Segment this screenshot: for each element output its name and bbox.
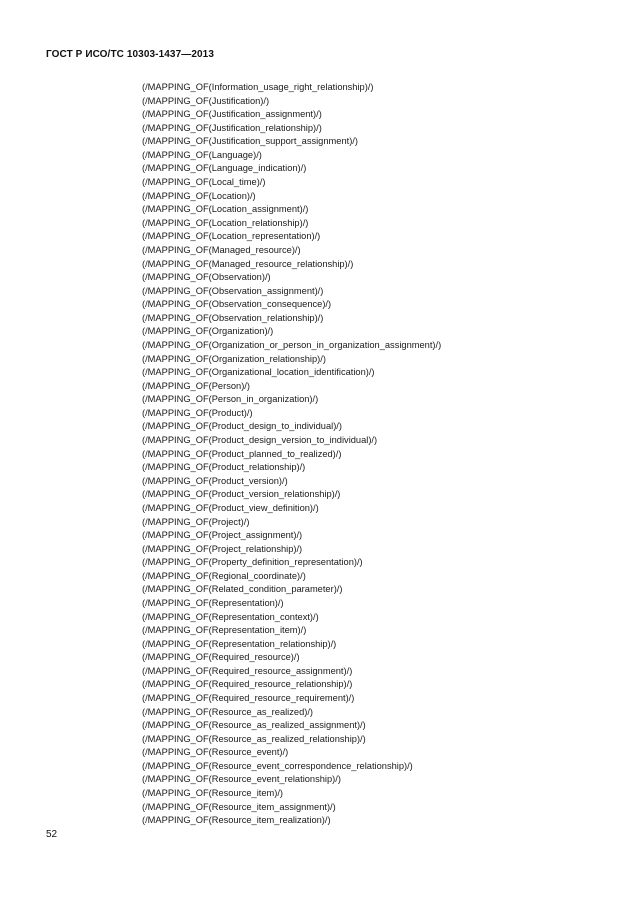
mapping-line: (/MAPPING_OF(Organization_relationship)/) — [142, 353, 326, 364]
mapping-line: (/MAPPING_OF(Product_view_definition)/) — [142, 502, 319, 513]
mapping-line: (/MAPPING_OF(Language_indication)/) — [142, 163, 307, 174]
mapping-line: (/MAPPING_OF(Resource_event_correspondence_relationship)/) — [142, 760, 413, 771]
mapping-line: (/MAPPING_OF(Person)/) — [142, 380, 250, 391]
mapping-line: (/MAPPING_OF(Resource_as_realized_assignment)/) — [142, 720, 366, 731]
mapping-line: (/MAPPING_OF(Location)/) — [142, 190, 256, 201]
mapping-line: (/MAPPING_OF(Observation_assignment)/) — [142, 285, 324, 296]
mapping-line: (/MAPPING_OF(Required_resource_requirement)/) — [142, 693, 355, 704]
mapping-line: (/MAPPING_OF(Product_version_relationship)/) — [142, 489, 341, 500]
mapping-line: (/MAPPING_OF(Representation_item)/) — [142, 625, 307, 636]
mapping-line: (/MAPPING_OF(Required_resource)/) — [142, 652, 300, 663]
mapping-line: (/MAPPING_OF(Project_assignment)/) — [142, 530, 303, 541]
mapping-line: (/MAPPING_OF(Resource_as_realized_relationship)/) — [142, 733, 366, 744]
mapping-line: (/MAPPING_OF(Product_design_version_to_individual)/) — [142, 435, 378, 446]
mapping-line: (/MAPPING_OF(Related_condition_parameter)/) — [142, 584, 343, 595]
mapping-line: (/MAPPING_OF(Resource_item)/) — [142, 788, 284, 799]
mapping-line: (/MAPPING_OF(Location_representation)/) — [142, 231, 321, 242]
mapping-line: (/MAPPING_OF(Organization)/) — [142, 326, 274, 337]
mapping-line: (/MAPPING_OF(Location_assignment)/) — [142, 204, 309, 215]
mapping-line: (/MAPPING_OF(Required_resource_relationship)/) — [142, 679, 353, 690]
mapping-line: (/MAPPING_OF(Required_resource_assignment)/) — [142, 665, 353, 676]
mapping-line: (/MAPPING_OF(Resource_event_relationship)/) — [142, 774, 341, 785]
mapping-line: (/MAPPING_OF(Local_time)/) — [142, 177, 266, 188]
mapping-line: (/MAPPING_OF(Justification)/) — [142, 95, 270, 106]
mapping-line: (/MAPPING_OF(Managed_resource)/) — [142, 244, 301, 255]
mapping-line: (/MAPPING_OF(Justification_support_assignment)/) — [142, 136, 358, 147]
mapping-line: (/MAPPING_OF(Representation)/) — [142, 597, 284, 608]
mapping-line: (/MAPPING_OF(Product_relationship)/) — [142, 462, 306, 473]
mapping-line: (/MAPPING_OF(Justification_assignment)/) — [142, 109, 322, 120]
mapping-list — [142, 81, 441, 828]
mapping-line: (/MAPPING_OF(Resource_item_assignment)/) — [142, 801, 336, 812]
mapping-line: (/MAPPING_OF(Location_relationship)/) — [142, 217, 309, 228]
page-header-title: ГОСТ Р ИСО/ТС 10303-1437—2013 — [46, 49, 214, 60]
mapping-line: (/MAPPING_OF(Language)/) — [142, 149, 262, 160]
mapping-line: (/MAPPING_OF(Observation)/) — [142, 272, 271, 283]
mapping-line: (/MAPPING_OF(Project)/) — [142, 516, 250, 527]
mapping-line: (/MAPPING_OF(Representation_context)/) — [142, 611, 319, 622]
mapping-line: (/MAPPING_OF(Person_in_organization)/) — [142, 394, 319, 405]
mapping-line: (/MAPPING_OF(Information_usage_right_relationship)/) — [142, 82, 374, 92]
mapping-line: (/MAPPING_OF(Observation_relationship)/) — [142, 312, 324, 323]
mapping-line: (/MAPPING_OF(Product_planned_to_realized)/) — [142, 448, 342, 459]
mapping-line: (/MAPPING_OF(Justification_relationship)/) — [142, 122, 322, 133]
page-number: 52 — [46, 829, 58, 840]
mapping-line: (/MAPPING_OF(Regional_coordinate)/) — [142, 570, 306, 581]
mapping-line: (/MAPPING_OF(Project_relationship)/) — [142, 543, 303, 554]
mapping-line: (/MAPPING_OF(Representation_relationship)/) — [142, 638, 337, 649]
mapping-line: (/MAPPING_OF(Organization_or_person_in_organization_assignment)/) — [142, 339, 442, 350]
mapping-line: (/MAPPING_OF(Resource_as_realized)/) — [142, 706, 314, 717]
mapping-line: (/MAPPING_OF(Property_definition_representation)/) — [142, 557, 363, 568]
mapping-line: (/MAPPING_OF(Organizational_location_identification)/) — [142, 367, 375, 378]
mapping-line: (/MAPPING_OF(Resource_item_realization)/) — [142, 815, 331, 826]
mapping-line: (/MAPPING_OF(Managed_resource_relationship)/) — [142, 258, 354, 269]
mapping-line: (/MAPPING_OF(Resource_event)/) — [142, 747, 289, 758]
mapping-line: (/MAPPING_OF(Product_design_to_individual)/) — [142, 421, 342, 432]
mapping-line: (/MAPPING_OF(Product_version)/) — [142, 475, 288, 486]
mapping-line: (/MAPPING_OF(Observation_consequence)/) — [142, 299, 332, 310]
mapping-line: (/MAPPING_OF(Product)/) — [142, 407, 253, 418]
